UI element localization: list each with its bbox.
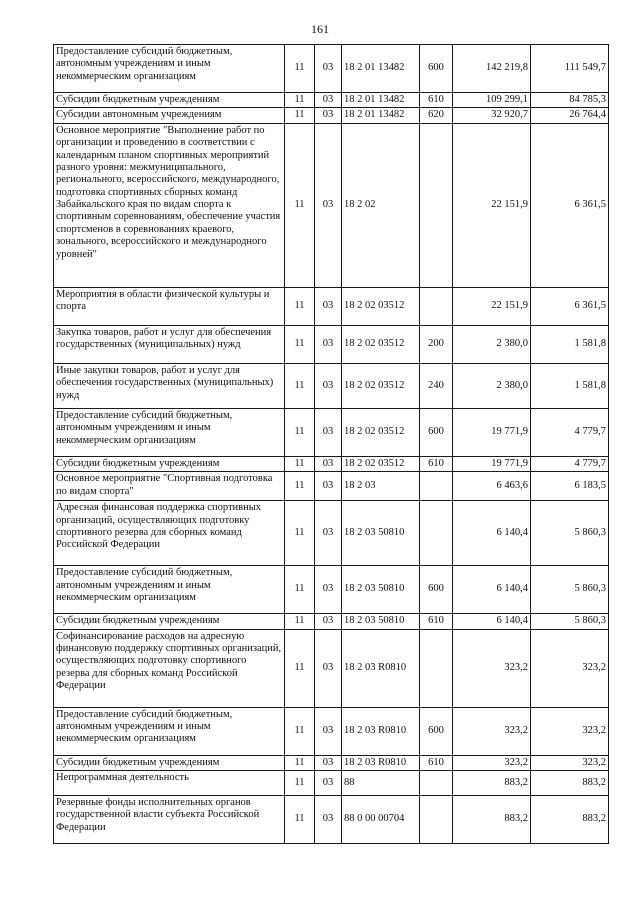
- row-value-1: 6 140,4: [453, 566, 531, 614]
- row-name: Основное мероприятие "Выполнение работ по организации и проведению в соответствии с календарным планом спортивных мероприятий разного уровня: межмуниципального, регионального, всероссийского, международного, подготовка спортивных сборных команд Забайкальского края по видам спорта к спортивным соревнованиям, обеспечение участия спортсменов в соревнованиях краевого, зонального, всероссийского и международного уровней": [54, 123, 285, 287]
- row-name: Резервные фонды исполнительных органов государственной власти субъекта Российской Федерации: [54, 795, 285, 843]
- row-value-2: 323,2: [531, 755, 609, 770]
- row-subsection: 03: [315, 755, 342, 770]
- row-subsection: 03: [315, 629, 342, 707]
- row-value-1: 2 380,0: [453, 325, 531, 363]
- row-value-1: 19 771,9: [453, 408, 531, 456]
- row-value-2: 4 779,7: [531, 408, 609, 456]
- row-subsection: 03: [315, 566, 342, 614]
- row-value-2: 323,2: [531, 707, 609, 755]
- row-subsection: 03: [315, 408, 342, 456]
- row-section: 11: [285, 770, 315, 795]
- table-row: [54, 501, 609, 566]
- row-name: Иные закупки товаров, работ и услуг для обеспечения государственных (муниципальных) нужд: [54, 363, 285, 408]
- row-value-1: 323,2: [453, 629, 531, 707]
- row-value-2: 4 779,7: [531, 456, 609, 471]
- table-row: [54, 93, 609, 108]
- table-row: [54, 287, 609, 325]
- row-code: 88 0 00 00704: [342, 795, 420, 843]
- row-value-1: 6 140,4: [453, 501, 531, 566]
- row-section: 11: [285, 472, 315, 501]
- row-value-1: 2 380,0: [453, 363, 531, 408]
- row-name: Предоставление субсидий бюджетным, автономным учреждениям и иным некоммерческим организациям: [54, 707, 285, 755]
- row-type: [420, 770, 453, 795]
- table-row: [54, 45, 609, 93]
- row-code: 18 2 03 50810: [342, 614, 420, 629]
- row-name: Предоставление субсидий бюджетным, автономным учреждениям и иным некоммерческим организациям: [54, 45, 285, 93]
- row-code: 18 2 03: [342, 472, 420, 501]
- table-row: [54, 456, 609, 471]
- row-section: 11: [285, 755, 315, 770]
- row-value-1: 883,2: [453, 795, 531, 843]
- row-value-1: 6 140,4: [453, 614, 531, 629]
- row-name: Субсидии бюджетным учреждениям: [54, 93, 285, 108]
- row-code: 18 2 03 50810: [342, 501, 420, 566]
- row-code: 88: [342, 770, 420, 795]
- row-code: 18 2 01 13482: [342, 45, 420, 93]
- row-section: 11: [285, 325, 315, 363]
- page-number: 161: [311, 22, 329, 36]
- row-type: [420, 123, 453, 287]
- table-row: [54, 363, 609, 408]
- table-row: [54, 108, 609, 123]
- row-type: [420, 472, 453, 501]
- row-value-2: 323,2: [531, 629, 609, 707]
- row-section: 11: [285, 707, 315, 755]
- row-name: Субсидии бюджетным учреждениям: [54, 755, 285, 770]
- row-name: Основное мероприятие "Спортивная подготовка по видам спорта": [54, 472, 285, 501]
- row-subsection: 03: [315, 707, 342, 755]
- table-row: [54, 707, 609, 755]
- row-code: 18 2 03 R0810: [342, 629, 420, 707]
- row-section: 11: [285, 108, 315, 123]
- row-value-2: 84 785,3: [531, 93, 609, 108]
- row-value-2: 883,2: [531, 795, 609, 843]
- row-subsection: 03: [315, 501, 342, 566]
- row-type: 610: [420, 614, 453, 629]
- row-name: Субсидии бюджетным учреждениям: [54, 456, 285, 471]
- row-name: Адресная финансовая поддержка спортивных организаций, осуществляющих подготовку спортивного резерва для сборных команд Российской Федерации: [54, 501, 285, 566]
- table-row: [54, 408, 609, 456]
- row-name: Закупка товаров, работ и услуг для обеспечения государственных (муниципальных) нужд: [54, 325, 285, 363]
- row-section: 11: [285, 614, 315, 629]
- row-name: Софинансирование расходов на адресную финансовую поддержку спортивных организаций, осуществляющих подготовку спортивного резерва для сборных команд Российской Федерации: [54, 629, 285, 707]
- row-value-2: 1 581,8: [531, 325, 609, 363]
- row-value-1: 883,2: [453, 770, 531, 795]
- row-type: 610: [420, 456, 453, 471]
- row-value-2: 111 549,7: [531, 45, 609, 93]
- row-code: 18 2 02 03512: [342, 456, 420, 471]
- row-code: 18 2 02 03512: [342, 287, 420, 325]
- row-value-1: 323,2: [453, 707, 531, 755]
- row-type: [420, 629, 453, 707]
- row-code: 18 2 02 03512: [342, 408, 420, 456]
- table-row: [54, 123, 609, 287]
- table-row: [54, 614, 609, 629]
- row-type: 600: [420, 45, 453, 93]
- table-row: [54, 629, 609, 707]
- row-value-2: 6 361,5: [531, 123, 609, 287]
- row-section: 11: [285, 287, 315, 325]
- budget-table: [53, 44, 609, 844]
- row-type: [420, 501, 453, 566]
- row-code: 18 2 02 03512: [342, 363, 420, 408]
- row-subsection: 03: [315, 795, 342, 843]
- row-type: 610: [420, 755, 453, 770]
- row-type: 600: [420, 707, 453, 755]
- row-subsection: 03: [315, 45, 342, 93]
- row-value-1: 142 219,8: [453, 45, 531, 93]
- row-value-1: 323,2: [453, 755, 531, 770]
- row-section: 11: [285, 795, 315, 843]
- row-subsection: 03: [315, 614, 342, 629]
- row-code: 18 2 01 13482: [342, 108, 420, 123]
- row-type: 620: [420, 108, 453, 123]
- row-section: 11: [285, 45, 315, 93]
- row-type: [420, 287, 453, 325]
- row-section: 11: [285, 629, 315, 707]
- table-row: [54, 795, 609, 843]
- row-name: Мероприятия в области физической культуры и спорта: [54, 287, 285, 325]
- row-subsection: 03: [315, 363, 342, 408]
- row-name: Непрограммная деятельность: [54, 770, 285, 795]
- row-subsection: 03: [315, 287, 342, 325]
- row-value-2: 5 860,3: [531, 501, 609, 566]
- row-type: 600: [420, 408, 453, 456]
- table-row: [54, 755, 609, 770]
- row-code: 18 2 01 13482: [342, 93, 420, 108]
- row-value-2: 883,2: [531, 770, 609, 795]
- table-row: [54, 566, 609, 614]
- row-type: 600: [420, 566, 453, 614]
- row-type: [420, 795, 453, 843]
- row-subsection: 03: [315, 123, 342, 287]
- row-code: 18 2 02: [342, 123, 420, 287]
- row-code: 18 2 03 R0810: [342, 707, 420, 755]
- row-subsection: 03: [315, 93, 342, 108]
- row-value-1: 19 771,9: [453, 456, 531, 471]
- row-value-2: 26 764,4: [531, 108, 609, 123]
- row-section: 11: [285, 123, 315, 287]
- row-value-2: 6 183,5: [531, 472, 609, 501]
- row-value-2: 6 361,5: [531, 287, 609, 325]
- row-value-2: 5 860,3: [531, 566, 609, 614]
- row-subsection: 03: [315, 770, 342, 795]
- row-subsection: 03: [315, 108, 342, 123]
- row-value-1: 22 151,9: [453, 123, 531, 287]
- row-section: 11: [285, 93, 315, 108]
- row-value-2: 5 860,3: [531, 614, 609, 629]
- row-section: 11: [285, 408, 315, 456]
- row-value-1: 32 920,7: [453, 108, 531, 123]
- row-value-1: 22 151,9: [453, 287, 531, 325]
- row-type: 240: [420, 363, 453, 408]
- row-value-1: 6 463,6: [453, 472, 531, 501]
- row-subsection: 03: [315, 456, 342, 471]
- row-name: Субсидии бюджетным учреждениям: [54, 614, 285, 629]
- row-code: 18 2 02 03512: [342, 325, 420, 363]
- row-subsection: 03: [315, 325, 342, 363]
- row-value-2: 1 581,8: [531, 363, 609, 408]
- row-code: 18 2 03 R0810: [342, 755, 420, 770]
- row-value-1: 109 299,1: [453, 93, 531, 108]
- row-section: 11: [285, 501, 315, 566]
- row-type: 610: [420, 93, 453, 108]
- row-name: Субсидии автономным учреждениям: [54, 108, 285, 123]
- row-type: 200: [420, 325, 453, 363]
- row-section: 11: [285, 363, 315, 408]
- row-section: 11: [285, 566, 315, 614]
- table-row: [54, 472, 609, 501]
- row-name: Предоставление субсидий бюджетным, автономным учреждениям и иным некоммерческим организациям: [54, 408, 285, 456]
- table-row: [54, 325, 609, 363]
- row-code: 18 2 03 50810: [342, 566, 420, 614]
- row-subsection: 03: [315, 472, 342, 501]
- row-name: Предоставление субсидий бюджетным, автономным учреждениям и иным некоммерческим организациям: [54, 566, 285, 614]
- row-section: 11: [285, 456, 315, 471]
- table-row: [54, 770, 609, 795]
